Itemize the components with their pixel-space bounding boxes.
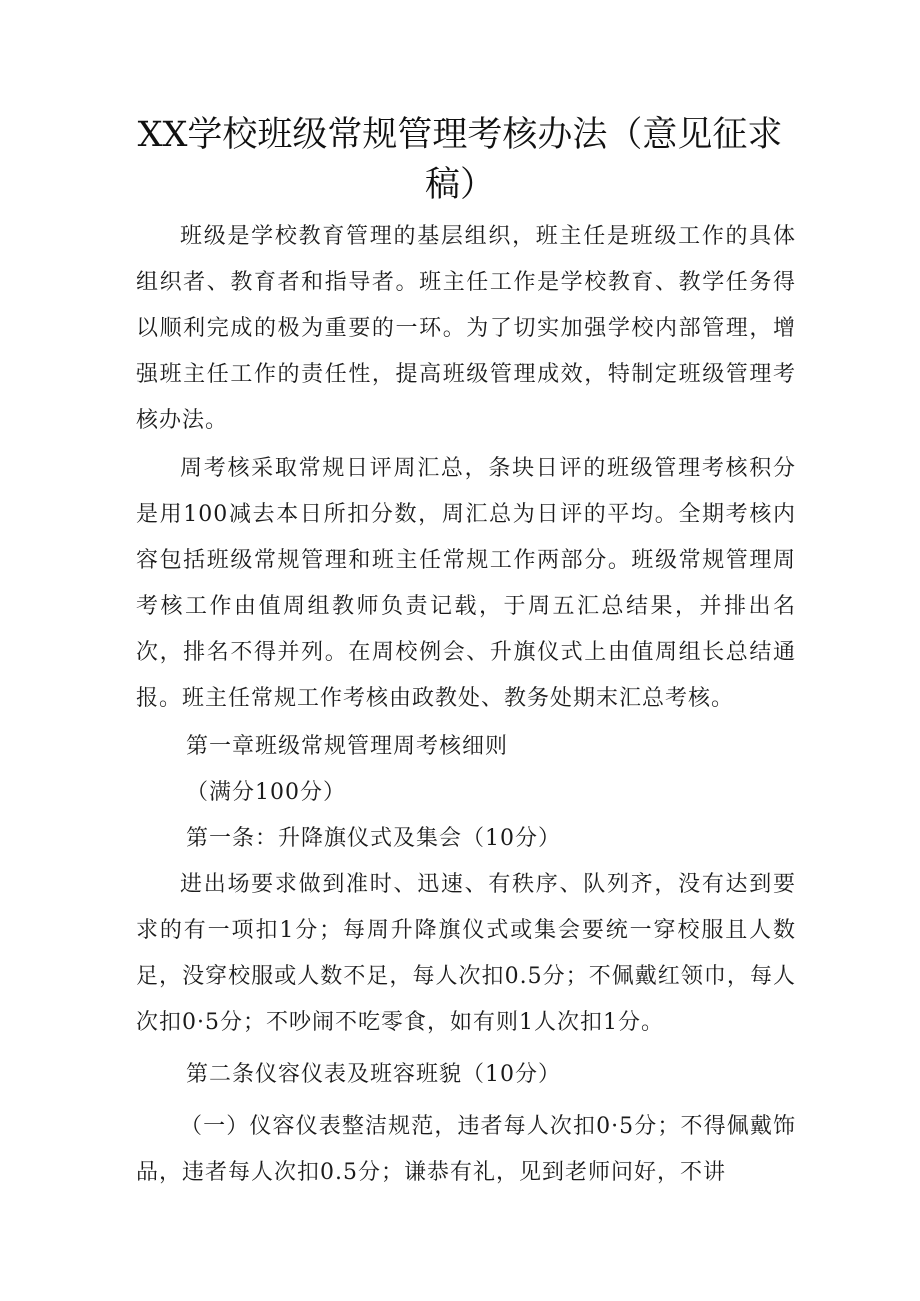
assessment-paragraph: 周考核采取常规日评周汇总，条块日评的班级管理考核积分是用100减去本日所扣分数，周汇总为日评的平均。全期考核内容包括班级常规管理和班主任常规工作两部分。班级常规管理周考核工作由值周组教师负责记载，于周五汇总结果，并排出名次，排名不得并列。在周校例会、升旗仪式上由值周组长总结通报。班主任常规工作考核由政教处、教务处期末汇总考核。 [136,456,796,711]
article-2-heading: 第二条仪容仪表及班容班貌（10分） [186,1062,561,1087]
article-1-body: 进出场要求做到准时、迅速、有秩序、队列齐，没有达到要求的有一项扣1分；每周升降旗仪式或集会要统一穿校服且人数足，没穿校服或人数不足，每人次扣0.5分；不佩戴红领巾，每人次扣0·5分；不吵闹不吃零食，如有则1人次扣1分。 [136,872,796,1035]
chapter-1-score: （满分100分） [186,780,346,805]
chapter-1-heading: 第一章班级常规管理周考核细则 [186,734,509,759]
document-title-line-1: XX学校班级常规管理考核办法（意见征求 [137,115,783,155]
document-title-line-2: 稿） [424,165,495,205]
article-2-item-1: （一）仪容仪表整洁规范，违者每人次扣0·5分；不得佩戴饰品，违者每人次扣0.5分；谦恭有礼，见到老师问好，不讲 [136,1114,796,1185]
article-1-heading: 第一条：升降旗仪式及集会（10分） [186,826,561,851]
intro-paragraph: 班级是学校教育管理的基层组织，班主任是班级工作的具体组织者、教育者和指导者。班主任工作是学校教育、教学任务得以顺利完成的极为重要的一环。为了切实加强学校内部管理，增强班主任工作的责任性，提高班级管理成效，特制定班级管理考核办法。 [136,224,796,433]
